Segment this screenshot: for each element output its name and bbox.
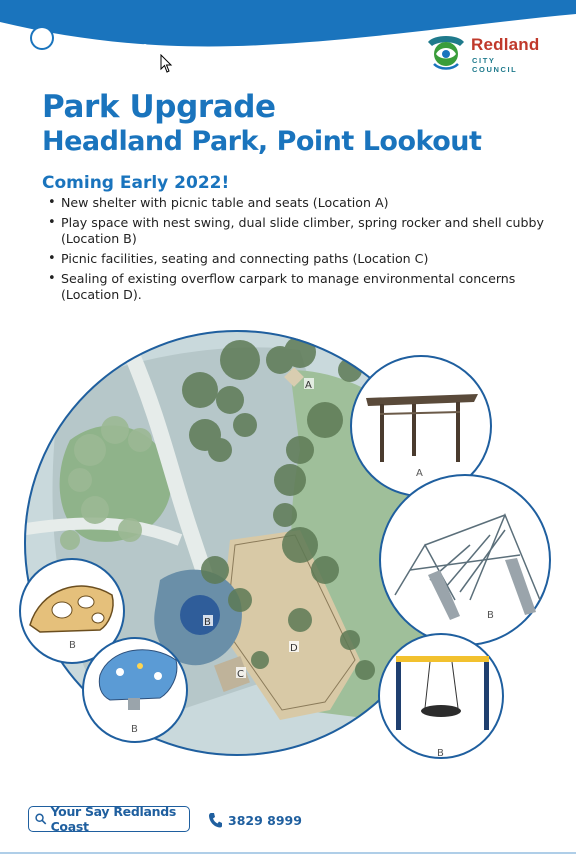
wave-dot <box>142 44 148 50</box>
logo-subtitle: CITY COUNCIL <box>472 56 518 74</box>
inset-swing <box>379 634 503 759</box>
search-icon <box>35 812 47 826</box>
page-subtitle: Headland Park, Point Lookout <box>42 126 482 157</box>
list-item: • Picnic facilities, seating and connecting paths (Location C) <box>48 251 548 267</box>
wave-dot <box>98 41 108 51</box>
inset-label-shelter: A <box>416 468 423 479</box>
your-say-link[interactable] <box>28 806 190 832</box>
map-label-b: B <box>204 617 211 628</box>
phone-contact[interactable] <box>208 810 302 830</box>
inset-label-shell: B <box>69 640 76 651</box>
inset-label-swing: B <box>437 748 444 759</box>
section-heading: Coming Early 2022! <box>42 173 230 193</box>
wave-dot <box>32 28 52 48</box>
feature-list <box>48 195 548 307</box>
list-item: • New shelter with picnic table and seats (Location A) <box>48 195 548 211</box>
logo-name: Redland <box>471 35 540 54</box>
map-label-a: A <box>305 380 312 391</box>
phone-icon <box>208 812 222 828</box>
bottom-divider <box>0 852 576 854</box>
wave-dot <box>68 37 82 51</box>
wave-dot <box>121 43 129 51</box>
phone-number: 3829 8999 <box>228 812 302 828</box>
park-plan-illustration <box>0 330 576 770</box>
inset-label-rocker: B <box>131 724 138 735</box>
redland-city-council-logo <box>424 30 544 74</box>
inset-rocker <box>83 638 187 742</box>
your-say-label: Your Say Redlands Coast <box>50 804 176 834</box>
map-label-c: C <box>237 669 244 680</box>
list-item: • Sealing of existing overflow carpark to manage environmental concerns (Location D). <box>48 271 548 303</box>
inset-label-climber: B <box>487 610 494 621</box>
mouse-cursor-icon <box>160 54 174 74</box>
logo-emblem-icon <box>424 32 468 72</box>
inset-climber <box>380 475 550 645</box>
page-title: Park Upgrade <box>42 89 276 125</box>
map-label-d: D <box>290 643 298 654</box>
list-item: • Play space with nest swing, dual slide climber, spring rocker and shell cubby (Location B) <box>48 215 548 247</box>
